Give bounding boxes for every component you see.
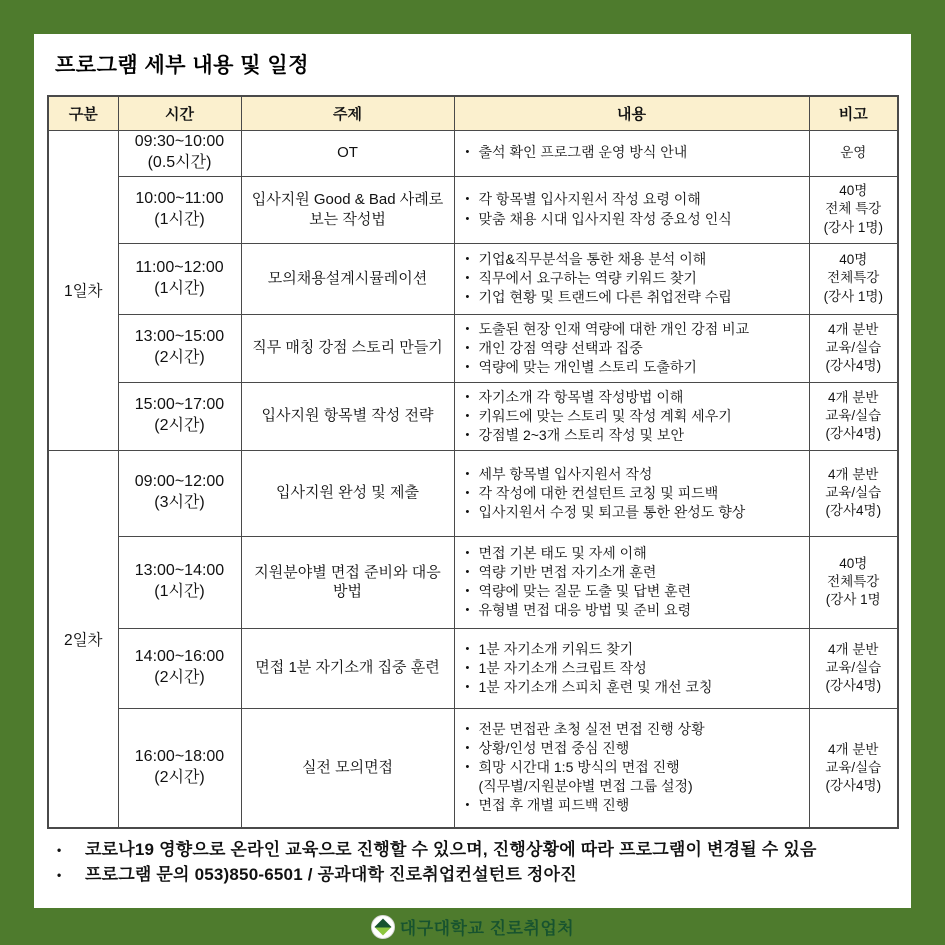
time-cell: 14:00~16:00 (2시간) (118, 628, 241, 708)
topic-cell: 입사지원 Good & Bad 사례로 보는 작성법 (241, 176, 454, 243)
bullet-icon: • (57, 868, 62, 883)
note-cell: 40명 전체 특강 (강사 1명) (809, 176, 898, 243)
footnote-item: • 코로나19 영향으로 온라인 교육으로 진행할 수 있으며, 진행상황에 따라 프로그램이 변경될 수 있음 (55, 838, 898, 863)
table-row (48, 628, 898, 708)
header-time: 시간 (118, 96, 241, 130)
header-topic: 주제 (241, 96, 454, 130)
day-cell: 2일차 (48, 450, 118, 828)
bullet-icon: • (465, 360, 470, 373)
table-header-row (48, 96, 898, 130)
bullet-icon: • (465, 428, 470, 441)
topic-cell: 입사지원 항목별 작성 전략 (241, 382, 454, 450)
header-content: 내용 (454, 96, 809, 130)
note-cell: 4개 분반 교육/실습 (강사4명) (809, 628, 898, 708)
bullet-icon: • (465, 252, 470, 265)
note-cell: 4개 분반 교육/실습 (강사4명) (809, 708, 898, 828)
time-cell: 13:00~14:00 (1시간) (118, 536, 241, 628)
time-cell: 16:00~18:00 (2시간) (118, 708, 241, 828)
header-note: 비고 (809, 96, 898, 130)
header-day: 구분 (48, 96, 118, 130)
document-body (34, 34, 911, 908)
bullet-icon: • (465, 486, 470, 499)
table-row (48, 382, 898, 450)
content-cell: • 자기소개 각 항목별 작성방법 이해 • 키워드에 맞는 스토리 및 작성 계획 세우기 • 강점별 2~3개 스토리 작성 및 보안 (454, 382, 809, 450)
table-row (48, 536, 898, 628)
bullet-icon: • (465, 566, 470, 579)
footer-bar (0, 908, 945, 945)
time-cell: 13:00~15:00 (2시간) (118, 314, 241, 382)
bullet-icon: • (465, 341, 470, 354)
bullet-icon: • (465, 761, 470, 774)
day-cell: 1일차 (48, 130, 118, 450)
content-cell: • 면접 기본 태도 및 자세 이해 • 역량 기반 면접 자기소개 훈련 • 역량에 맞는 질문 도출 및 답변 훈련 • 유형별 면접 대응 방법 및 준비 요령 (454, 536, 809, 628)
table-row (48, 450, 898, 536)
bullet-icon: • (465, 680, 470, 693)
time-cell: 15:00~17:00 (2시간) (118, 382, 241, 450)
topic-cell: OT (241, 130, 454, 176)
time-cell: 09:00~12:00 (3시간) (118, 450, 241, 536)
bullet-icon: • (465, 271, 470, 284)
table-row (48, 176, 898, 243)
topic-cell: 지원분야별 면접 준비와 대응 방법 (241, 536, 454, 628)
content-cell: • 기업&직무분석을 통한 채용 분석 이해 • 직무에서 요구하는 역량 키워드 찾기 • 기업 현황 및 트랜드에 다른 취업전략 수립 (454, 243, 809, 314)
university-logo-icon (371, 915, 395, 939)
bullet-icon: • (465, 723, 470, 736)
bullet-icon: • (465, 390, 470, 403)
topic-cell: 직무 매칭 강점 스토리 만들기 (241, 314, 454, 382)
bullet-icon: • (465, 467, 470, 480)
content-cell: • 1분 자기소개 키워드 찾기 • 1분 자기소개 스크립트 작성 • 1분 자기소개 스피치 훈련 및 개선 코칭 (454, 628, 809, 708)
bullet-icon: • (465, 212, 470, 225)
note-cell: 4개 분반 교육/실습 (강사4명) (809, 450, 898, 536)
topic-cell: 입사지원 완성 및 제출 (241, 450, 454, 536)
table-row (48, 314, 898, 382)
university-logo-text: 대구대학교 진로취업처 (399, 919, 575, 938)
topic-cell: 모의채용설계시뮬레이션 (241, 243, 454, 314)
bullet-icon: • (465, 742, 470, 755)
note-cell: 4개 분반 교육/실습 (강사4명) (809, 382, 898, 450)
bullet-icon: • (465, 146, 470, 159)
bullet-icon: • (465, 585, 470, 598)
time-cell: 11:00~12:00 (1시간) (118, 243, 241, 314)
page-title: 프로그램 세부 내용 및 일정 (55, 54, 309, 77)
note-cell: 40명 전체특강 (강사 1명 (809, 536, 898, 628)
bullet-icon: • (465, 193, 470, 206)
topic-cell: 면접 1분 자기소개 집중 훈련 (241, 628, 454, 708)
schedule-table-body (48, 130, 898, 828)
table-row (48, 243, 898, 314)
topic-cell: 실전 모의면접 (241, 708, 454, 828)
note-cell: 4개 분반 교육/실습 (강사4명) (809, 314, 898, 382)
schedule-table (47, 95, 899, 829)
table-row (48, 130, 898, 176)
footnote-item: • 프로그램 문의 053)850-6501 / 공과대학 진로취업컨설턴트 정아진 (55, 863, 898, 888)
content-cell: • 도출된 현장 인재 역량에 대한 개인 강점 비교 • 개인 강점 역량 선택과 집중 • 역량에 맞는 개인별 스토리 도출하기 (454, 314, 809, 382)
content-cell: • 세부 항목별 입사지원서 작성 • 각 작성에 대한 컨설턴트 코칭 및 피드백 • 입사지원서 수정 및 퇴고를 통한 완성도 향상 (454, 450, 809, 536)
bullet-icon: • (465, 604, 470, 617)
bullet-icon: • (465, 661, 470, 674)
note-cell: 40명 전체특강 (강사 1명) (809, 243, 898, 314)
content-cell: • 전문 면접관 초청 실전 면접 진행 상황 • 상황/인성 면접 중심 진행 • 희망 시간대 1:5 방식의 면접 진행 (직무별/지원분야별 면접 그룹 설정) • 면접 후 개별 피드백 진행 (454, 708, 809, 828)
bullet-icon: • (465, 547, 470, 560)
note-cell: 운영 (809, 130, 898, 176)
bullet-icon: • (465, 291, 470, 304)
footnotes (55, 838, 898, 888)
time-cell: 10:00~11:00 (1시간) (118, 176, 241, 243)
bullet-icon: • (465, 322, 470, 335)
bullet-icon: • (57, 843, 62, 858)
content-cell: • 각 항목별 입사지원서 작성 요령 이해 • 맞춤 채용 시대 입사지원 작성 중요성 인식 (454, 176, 809, 243)
bullet-icon: • (465, 409, 470, 422)
content-cell: • 출석 확인 프로그램 운영 방식 안내 (454, 130, 809, 176)
bullet-icon: • (465, 642, 470, 655)
logo-diamond-shape (374, 918, 391, 935)
time-cell: 09:30~10:00 (0.5시간) (118, 130, 241, 176)
bullet-icon: • (465, 799, 470, 812)
bullet-icon: • (465, 505, 470, 518)
table-row (48, 708, 898, 828)
